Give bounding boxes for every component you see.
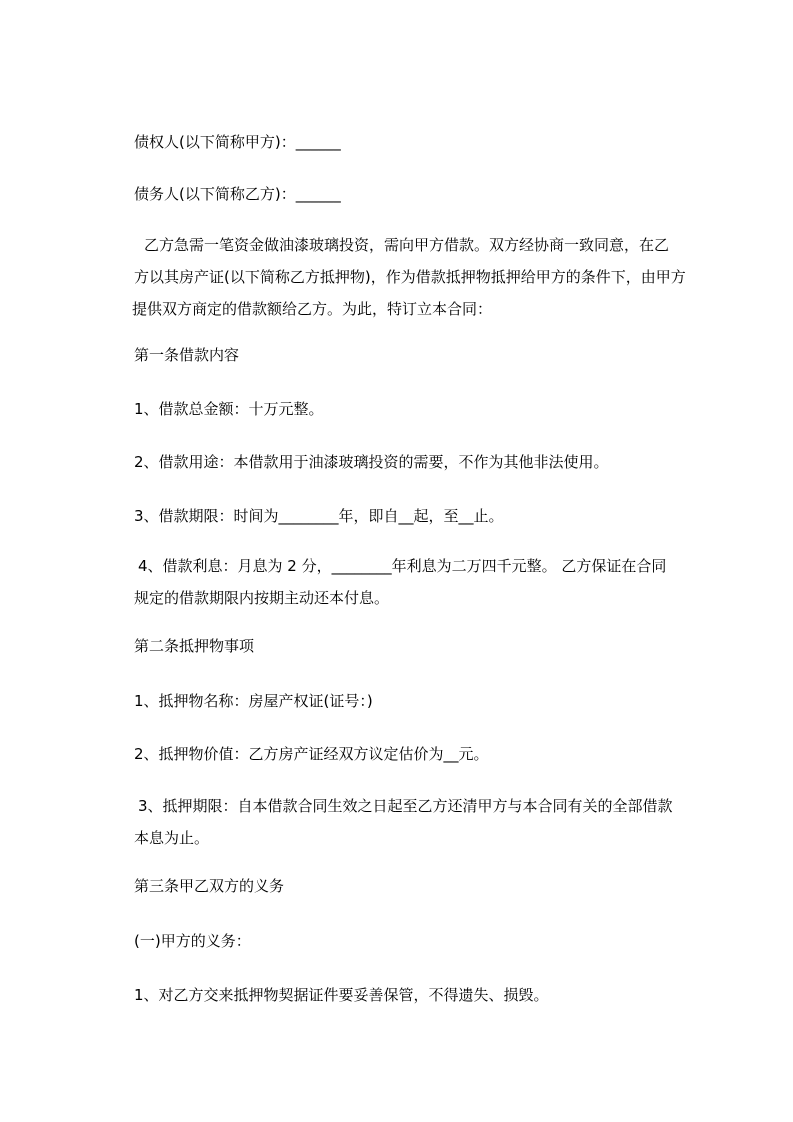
article3-item1: 1、对乙方交来抵押物契据证件要妥善保管，不得遗失、损毁。	[134, 986, 549, 1004]
intro-paragraph	[134, 229, 714, 325]
article1-item3: 3、借款期限：时间为________年，即自__起，至__止。	[134, 507, 504, 525]
article1-title: 第一条借款内容	[134, 346, 240, 364]
article2-item3	[134, 790, 714, 854]
debtor-line: 债务人(以下简称乙方)：______	[134, 185, 341, 203]
article2-item1: 1、抵押物名称：房屋产权证(证号：)	[134, 692, 373, 710]
article1-item4	[134, 550, 714, 614]
article1-item1: 1、借款总金额：十万元整。	[134, 400, 324, 418]
article2-title: 第二条抵押物事项	[134, 637, 255, 655]
article2-item3-line: 本息为止。	[134, 829, 210, 847]
article1-item4-line: 规定的借款期限内按期主动还本付息。	[134, 589, 390, 607]
intro-line: 方以其房产证(以下简称乙方抵押物)，作为借款抵押物抵押给甲方的条件下，由甲方	[134, 268, 686, 286]
article3-subheading: (一)甲方的义务：	[134, 932, 251, 950]
article2-item2: 2、抵押物价值：乙方房产证经双方议定估价为__元。	[134, 745, 489, 763]
creditor-line: 债权人(以下简称甲方)：______	[134, 133, 341, 151]
article1-item4-line: 4、借款利息：月息为 2 分，________年利息为二万四千元整。 乙方保证在合同	[138, 557, 667, 575]
article1-item2: 2、借款用途：本借款用于油漆玻璃投资的需要，不作为其他非法使用。	[134, 453, 609, 471]
article3-title: 第三条甲乙双方的义务	[134, 877, 285, 895]
article2-item3-line: 3、抵押期限：自本借款合同生效之日起至乙方还清甲方与本合同有关的全部借款	[138, 797, 673, 815]
intro-line: 乙方急需一笔资金做油漆玻璃投资，需向甲方借款。双方经协商一致同意，在乙	[144, 236, 670, 254]
intro-line: 提供双方商定的借款额给乙方。为此，特订立本合同：	[132, 300, 493, 318]
